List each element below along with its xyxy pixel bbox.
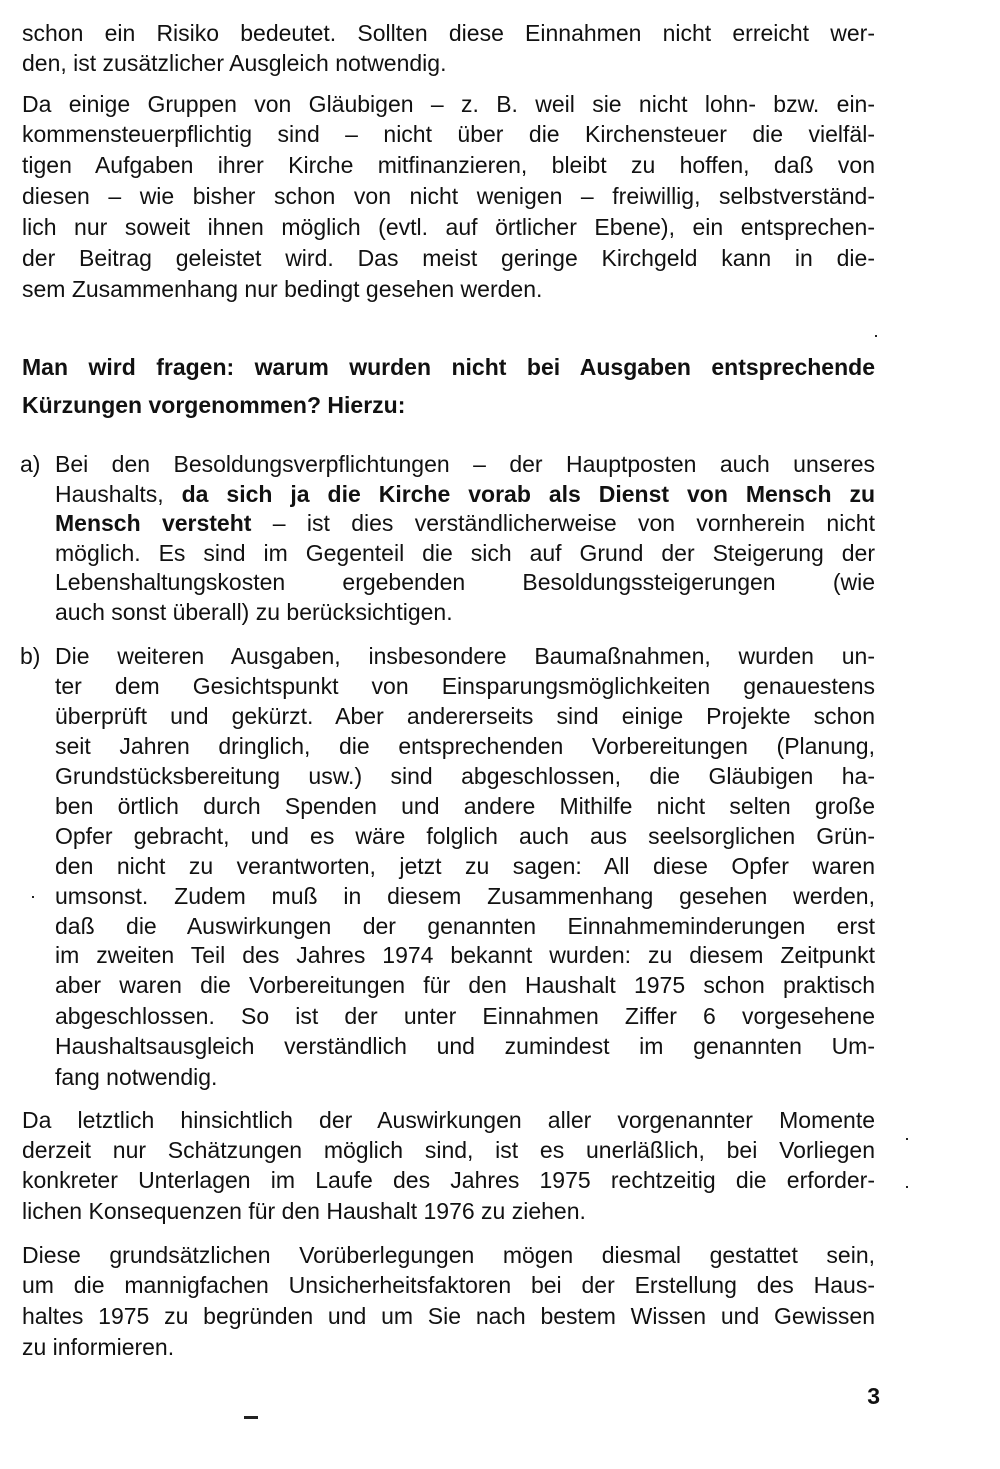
paragraph-3-line: lichen Konsequenzen für den Haushalt 1976 zu ziehen.: [22, 1198, 586, 1224]
scan-artifact: [32, 896, 34, 898]
paragraph-3-line: konkreter Unterlagen im Laufe des Jahres 1975 rechtzeitig die erforder-: [22, 1167, 875, 1193]
paragraph-2-line: diesen – wie bisher schon von nicht wenigen – freiwillig, selbstverständ-: [22, 183, 875, 209]
item-a-line: möglich. Es sind im Gegenteil die sich auf Grund der Steigerung der: [55, 540, 875, 566]
item-b-line: aber waren die Vorbereitungen für den Haushalt 1975 schon praktisch: [55, 972, 875, 998]
item-b-line: Haushaltsausgleich verständlich und zumindest im genannten Um-: [55, 1033, 875, 1059]
paragraph-2-line: tigen Aufgaben ihrer Kirche mitfinanzieren, bleibt zu hoffen, daß von: [22, 152, 875, 178]
item-a-line: auch sonst überall) zu berücksichtigen.: [55, 599, 453, 625]
item-a-text: Haushalts,: [55, 481, 182, 507]
scan-artifact: [875, 335, 877, 337]
question-heading-line: Man wird fragen: warum wurden nicht bei Ausgaben entsprechende: [22, 354, 875, 380]
paragraph-3-line: derzeit nur Schätzungen möglich sind, ist es unerläßlich, bei Vorliegen: [22, 1137, 875, 1163]
item-b-line: im zweiten Teil des Jahres 1974 bekannt wurden: zu diesem Zeitpunkt: [55, 942, 875, 968]
item-a-emphasis: da sich ja die Kirche vorab als Dienst von Mensch zu: [181, 481, 875, 507]
item-b-line: ter dem Gesichtspunkt von Einsparungsmöglichkeiten genauestens: [55, 673, 875, 699]
paragraph-4-line: haltes 1975 zu begründen und um Sie nach bestem Wissen und Gewissen: [22, 1303, 875, 1329]
item-b-line: Grundstücksbereitung usw.) sind abgeschlossen, die Gläubigen ha-: [55, 763, 875, 789]
item-b-line: fang notwendig.: [55, 1064, 218, 1090]
scan-artifact: [906, 1138, 908, 1140]
page-number: 3: [867, 1383, 880, 1409]
paragraph-1-line: schon ein Risiko bedeutet. Sollten diese Einnahmen nicht erreicht wer-: [22, 20, 875, 46]
item-b-line: Die weiteren Ausgaben, insbesondere Baumaßnahmen, wurden un-: [55, 643, 875, 669]
item-a-emphasis: Mensch versteht: [55, 510, 252, 536]
paragraph-4-line: um die mannigfachen Unsicherheitsfaktoren bei der Erstellung des Haus-: [22, 1272, 875, 1298]
paragraph-2-line: Da einige Gruppen von Gläubigen – z. B. weil sie nicht lohn- bzw. ein-: [22, 91, 875, 117]
item-b-line: seit Jahren dringlich, die entsprechenden Vorbereitungen (Planung,: [55, 733, 875, 759]
question-heading-line: Kürzungen vorgenommen? Hierzu:: [22, 392, 406, 418]
paragraph-2-line: lich nur soweit ihnen möglich (evtl. auf örtlicher Ebene), ein entsprechen-: [22, 214, 875, 240]
item-b-line: ben örtlich durch Spenden und andere Mithilfe nicht selten große: [55, 793, 875, 819]
paragraph-1-line: den, ist zusätzlicher Ausgleich notwendig.: [22, 50, 447, 76]
item-a-line: [55, 479, 875, 509]
item-a-text: – ist dies verständlicherweise von vornherein nicht: [251, 510, 875, 536]
item-b-line: Opfer gebracht, und es wäre folglich auch aus seelsorglichen Grün-: [55, 823, 875, 849]
paragraph-2-line: sem Zusammenhang nur bedingt gesehen werden.: [22, 276, 543, 302]
item-a-line: [55, 508, 875, 538]
item-b-line: überprüft und gekürzt. Aber andererseits sind einige Projekte schon: [55, 703, 875, 729]
item-b-line: abgeschlossen. So ist der unter Einnahmen Ziffer 6 vorgesehene: [55, 1003, 875, 1029]
item-b-line: umsonst. Zudem muß in diesem Zusammenhang gesehen werden,: [55, 883, 875, 909]
item-a-line: Lebenshaltungskosten ergebenden Besoldungssteigerungen (wie: [55, 569, 875, 595]
scan-artifact: [244, 1416, 258, 1419]
paragraph-2-line: der Beitrag geleistet wird. Das meist geringe Kirchgeld kann in die-: [22, 245, 875, 271]
paragraph-4-line: zu informieren.: [22, 1334, 175, 1360]
paragraph-4-line: Diese grundsätzlichen Vorüberlegungen mögen diesmal gestattet sein,: [22, 1242, 875, 1268]
item-a-line: Bei den Besoldungsverpflichtungen – der Hauptposten auch unseres: [55, 451, 875, 477]
paragraph-3-line: Da letztlich hinsichtlich der Auswirkungen aller vorgenannter Momente: [22, 1107, 875, 1133]
item-b-label: b): [20, 643, 41, 669]
item-a-label: a): [20, 451, 41, 477]
scan-artifact: [906, 1186, 908, 1188]
item-b-line: daß die Auswirkungen der genannten Einnahmeminderungen erst: [55, 913, 875, 939]
item-b-line: den nicht zu verantworten, jetzt zu sagen: All diese Opfer waren: [55, 853, 875, 879]
paragraph-2-line: kommensteuerpflichtig sind – nicht über die Kirchensteuer die vielfäl-: [22, 121, 875, 147]
